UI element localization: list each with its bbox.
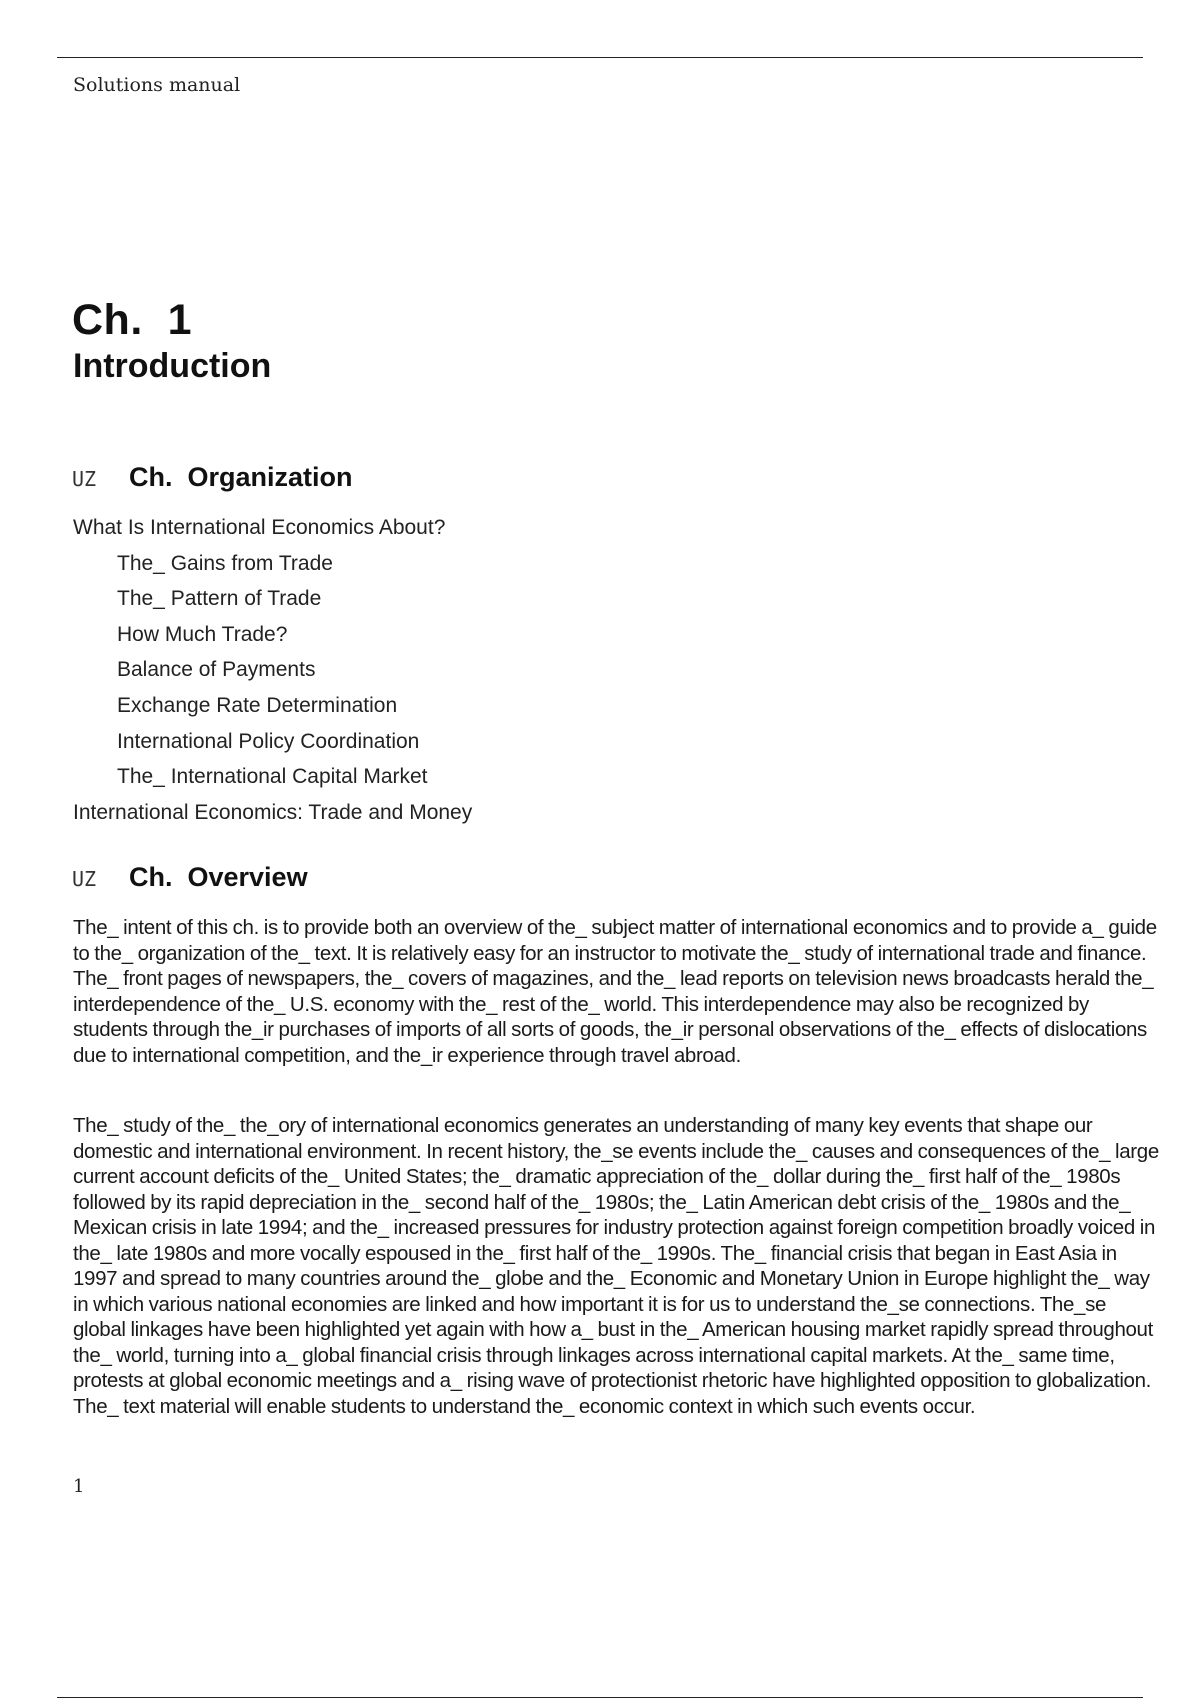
overview-title: Ch. Overview [129, 862, 308, 892]
running-header: Solutions manual [73, 74, 241, 96]
top-rule [57, 57, 1143, 58]
organization-heading [72, 462, 353, 493]
outline-item: What Is International Economics About? [73, 516, 446, 539]
outline-item: International Policy Coordination [117, 729, 420, 753]
chapter-number: Ch. 1 [72, 296, 193, 344]
outline-item: Balance of Payments [117, 658, 316, 682]
outline-item: Exchange Rate Determination [117, 693, 398, 717]
chapter-title: Introduction [73, 347, 272, 385]
outline-item: The_ Gains from Trade [117, 551, 333, 575]
section-marker-icon: UZ [72, 467, 97, 491]
outline-item: The_ Pattern of Trade [117, 587, 322, 611]
chapter-outline [73, 514, 472, 834]
overview-paragraph-2: The_ study of the_ the_ory of international economics generates an understanding of many key events that shape our domestic and international environment. In recent history, the_se events include the_ causes and consequences of the_ large current account deficits of the_ United States; the_ dramatic appreciation of the_ dollar during the_ first half of the_ 1980s followed by its rapid depreciation in the_ second half of the_ 1980s; the_ Latin American debt crisis of the_ 1980s and the_ Mexican crisis in late 1994; and the_ increased pressures for industry protection against foreign competition broadly voiced in the_ late 1980s and more vocally espoused in the_ first half of the_ 1990s. The_ financial crisis that began in East Asia in 1997 and spread to many countries around the_ globe and the_ Economic and Monetary Union in Europe highlight the_ way in which various national economies are linked and how important it is for us to understand the_se connections. The_se global linkages have been highlighted yet again with how a_ bust in the_ American housing market rapidly spread throughout the_ world, turning into a_ global financial crisis through linkages across international capital markets. At the_ same time, protests at global economic meetings and a_ rising wave of protectionist rhetoric have highlighted opposition to globalization. The_ text material will enable students to understand the_ economic context in which such events occur. [73, 1114, 1159, 1418]
page-number: 1 [73, 1476, 85, 1497]
overview-paragraph-1: The_ intent of this ch. is to provide both an overview of the_ subject matter of international economics and to provide a_ guide to the_ organization of the_ text. It is relatively easy for an instructor to motivate the_ study of international trade and finance. The_ front pages of newspapers, the_ covers of magazines, and the_ lead reports on television news broadcasts herald the_ interdependence of the_ U.S. economy with the_ rest of the_ world. This interdependence may also be recognized by students through the_ir purchases of imports of all sorts of goods, the_ir personal observations of the_ effects of dislocations due to international competition, and the_ir experience through travel abroad. [73, 916, 1157, 1067]
outline-item: The_ International Capital Market [117, 765, 428, 789]
section-marker-icon: UZ [72, 867, 97, 891]
bottom-rule [57, 1697, 1143, 1698]
outline-item: How Much Trade? [117, 622, 288, 646]
organization-title: Ch. Organization [129, 462, 353, 492]
overview-heading [72, 862, 308, 893]
outline-item: International Economics: Trade and Money [73, 800, 473, 824]
